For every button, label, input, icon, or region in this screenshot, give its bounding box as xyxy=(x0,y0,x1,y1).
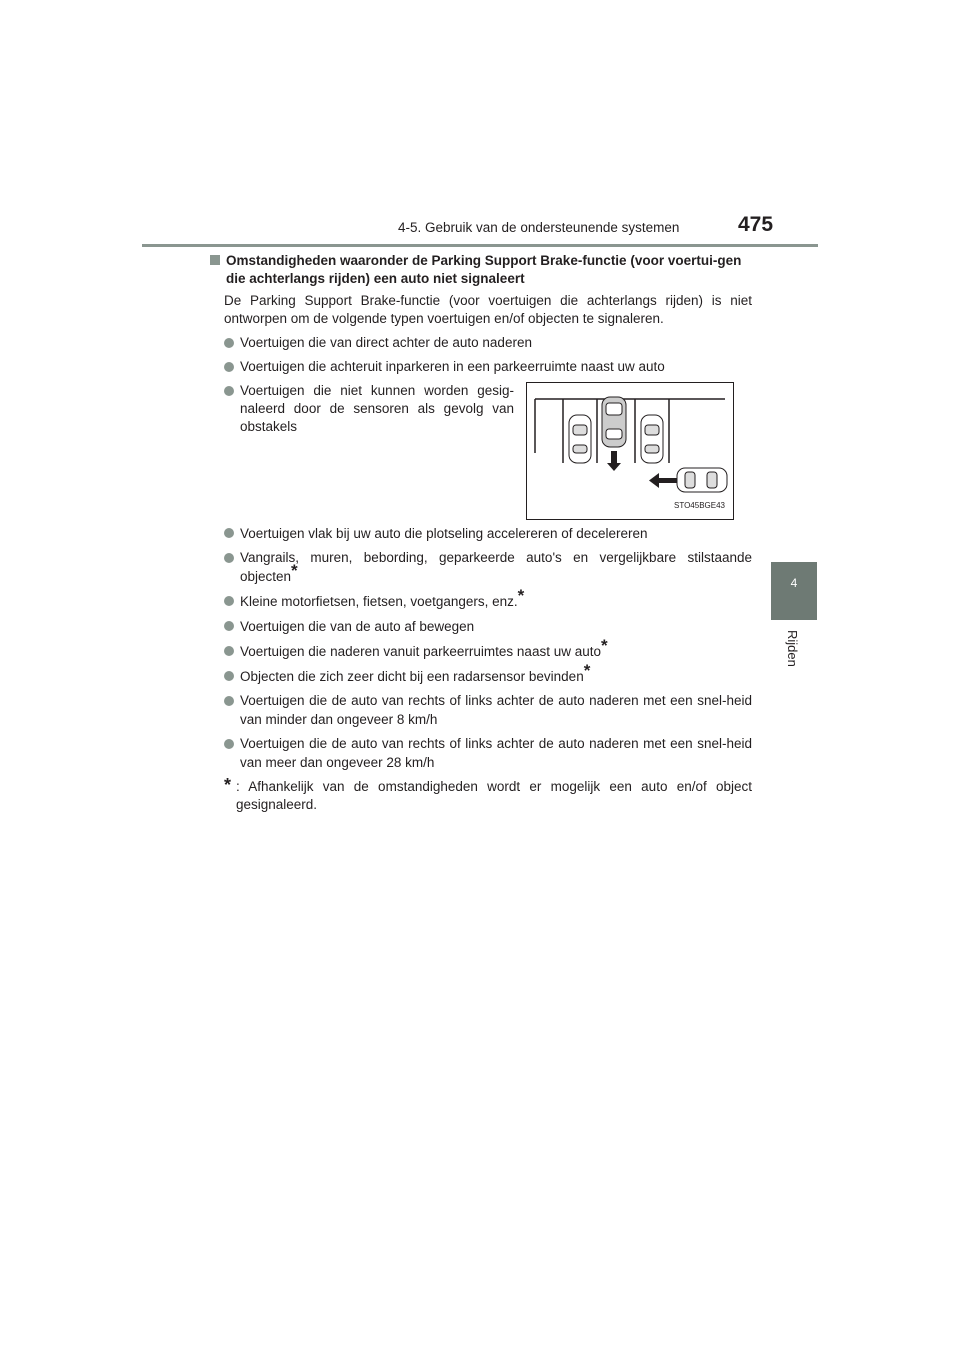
list-item xyxy=(224,692,752,729)
list-item-text: Voertuigen die de auto van rechts of links achter de auto naderen met een snel-heid van minder dan ongeveer 8 km/h xyxy=(240,693,752,727)
own-car xyxy=(602,397,626,447)
list-item xyxy=(224,524,752,543)
chapter-number: 4 xyxy=(790,576,798,590)
list-item-text: Kleine motorfietsen, fietsen, voetgangers, enz. xyxy=(240,594,518,609)
page-number: 475 xyxy=(738,213,774,236)
chapter-label: Rijden xyxy=(785,630,800,667)
approaching-car xyxy=(677,468,727,492)
figure-code: STO45BGE43 xyxy=(674,501,725,510)
parked-car-left xyxy=(569,415,591,463)
bullet-dot-icon xyxy=(224,646,234,656)
bullet-dot-icon xyxy=(224,739,234,749)
parked-car-right xyxy=(641,415,663,463)
list-item-text: Voertuigen die de auto van rechts of links achter de auto naderen met een snel-heid van meer dan ongeveer 28 km/h xyxy=(240,736,752,770)
chapter-tab xyxy=(771,562,817,620)
list-item-text: Voertuigen die naderen vanuit parkeerruimtes naast uw auto xyxy=(240,644,601,659)
bullet-dot-icon xyxy=(224,671,234,681)
chapter-label-wrap xyxy=(784,630,804,690)
footnote xyxy=(224,775,752,814)
list-item xyxy=(224,617,752,636)
list-item-text: Voertuigen die achteruit inparkeren in een parkeerruimte naast uw auto xyxy=(240,359,665,374)
page-content xyxy=(210,252,752,814)
running-header: 4-5. Gebruik van de ondersteunende systemen xyxy=(398,220,680,235)
list-item-text: Objecten die zich zeer dicht bij een radarsensor bevinden xyxy=(240,669,584,684)
bullet-dot-icon xyxy=(224,338,234,348)
list-item-text: Voertuigen die niet kunnen worden gesig-naleerd door de sensoren als gevolg van obstakels xyxy=(240,383,514,434)
bullet-dot-icon xyxy=(224,621,234,631)
list-item xyxy=(224,358,752,376)
footnote-marker: * xyxy=(517,586,525,605)
list-item xyxy=(224,636,752,661)
list-item xyxy=(224,735,752,772)
list-item xyxy=(224,586,752,611)
parking-illustration xyxy=(526,382,734,520)
section-title: Omstandigheden waaronder de Parking Support Brake-functie (voor voertui-gen die achterlangs rijden) een auto niet signaleert xyxy=(226,253,742,286)
square-bullet-icon xyxy=(210,255,220,265)
list-item xyxy=(224,661,752,686)
bullet-dot-icon xyxy=(224,553,234,563)
figure-row xyxy=(224,382,752,520)
header-rule xyxy=(142,244,818,247)
bullet-dot-icon xyxy=(224,362,234,372)
list-item-text: Voertuigen vlak bij uw auto die plotseling accelereren of decelereren xyxy=(240,526,648,541)
bullet-dot-icon xyxy=(224,596,234,606)
bullet-dot-icon xyxy=(224,696,234,706)
footnote-marker: * xyxy=(291,561,298,580)
intro-paragraph: De Parking Support Brake-functie (voor voertuigen die achterlangs rijden) is niet ontworpen om de volgende typen voertuigen en/of objecten te signaleren. xyxy=(224,293,752,326)
list-item xyxy=(224,382,514,520)
footnote-marker: * xyxy=(583,661,591,680)
list-item xyxy=(224,549,752,586)
section-heading xyxy=(210,252,752,288)
list-item-text: Voertuigen die van direct achter de auto naderen xyxy=(240,335,532,350)
down-arrow-icon xyxy=(607,451,621,471)
left-arrow-icon xyxy=(649,473,677,488)
list-item-text: Vangrails, muren, bebording, geparkeerde auto's en vergelijkbare stilstaande objecten xyxy=(240,550,752,584)
bullet-dot-icon xyxy=(224,528,234,538)
footnote-marker: * xyxy=(600,636,608,655)
list-item-text: Voertuigen die van de auto af bewegen xyxy=(240,619,475,634)
list-item xyxy=(224,334,752,352)
bullet-dot-icon xyxy=(224,386,234,396)
footnote-star: * xyxy=(224,775,232,795)
footnote-text: : Afhankelijk van de omstandigheden wordt er mogelijk een auto en/of object gesignaleerd. xyxy=(236,779,752,812)
